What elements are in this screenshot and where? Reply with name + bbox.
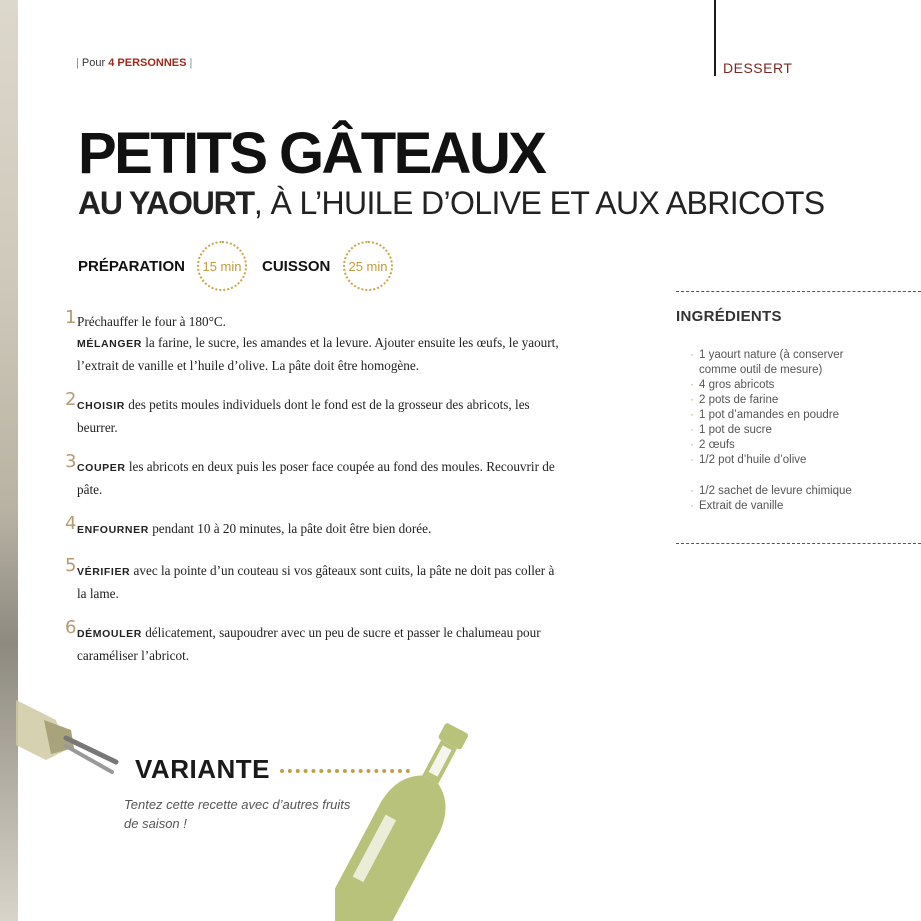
step-body: délicatement, saupoudrer avec un peu de sucre et passer le chalumeau pour caraméliser l’abricot. xyxy=(77,625,541,663)
step-number: 2 xyxy=(65,389,77,410)
step-3 xyxy=(77,456,567,500)
ingredients-bottom-rule xyxy=(676,543,921,544)
step-keyword: ENFOURNER xyxy=(77,524,149,536)
servings-line: | Pour 4 PERSONNES | xyxy=(76,57,193,69)
subtitle-rest: , À L’HUILE D’OLIVE ET AUX ABRICOTS xyxy=(253,185,825,221)
step-body: les abricots en deux puis les poser face coupée au fond des moules. Recouvrir de pâte. xyxy=(77,459,555,497)
section-label: DESSERT xyxy=(723,60,793,76)
step-keyword: VÉRIFIER xyxy=(77,566,131,578)
step-number: 4 xyxy=(65,513,77,534)
ingredient-item: · 1 pot d’amandes en poudre xyxy=(690,408,843,423)
prep-time: 15 min xyxy=(202,258,242,274)
ingredient-item: · 2 œufs xyxy=(690,438,843,453)
cook-time: 25 min xyxy=(348,258,388,274)
subtitle-bold: AU YAOURT xyxy=(78,185,254,221)
step-keyword: DÉMOULER xyxy=(77,628,142,640)
ingredients-top-rule xyxy=(676,291,921,292)
ingredients-title: INGRÉDIENTS xyxy=(676,308,782,325)
servings-count: 4 PERSONNES xyxy=(108,57,187,69)
cook-label: CUISSON xyxy=(262,258,331,275)
ingredient-item: · 1/2 sachet de levure chimique xyxy=(690,484,852,499)
step-number: 5 xyxy=(65,555,77,576)
step-keyword: MÉLANGER xyxy=(77,338,142,350)
section-divider xyxy=(714,0,716,76)
variante-text: Tentez cette recette avec d’autres fruits de saison ! xyxy=(124,797,351,831)
prep-time-badge xyxy=(197,241,247,291)
ingredient-item: · 1/2 pot d’huile d’olive xyxy=(690,453,843,468)
step-1 xyxy=(77,311,567,376)
ingredient-item: · Extrait de vanille xyxy=(690,499,852,514)
step-number: 1 xyxy=(65,307,77,328)
ingredients-list-extra xyxy=(690,484,852,514)
recipe-subtitle xyxy=(78,185,825,222)
ingredient-item: · 4 gros abricots xyxy=(690,378,843,393)
step-body: la farine, le sucre, les amandes et la levure. Ajouter ensuite les œufs, le yaourt, l’extrait de vanille et l’huile d’olive. La pâte doit être homogène. xyxy=(77,335,559,373)
prep-label: PRÉPARATION xyxy=(78,258,185,275)
step-body: des petits moules individuels dont le fond est de la grosseur des abricots, les beurrer. xyxy=(77,397,530,435)
photo-edge-strip xyxy=(0,0,18,921)
ingredient-item: · 1 pot de sucre xyxy=(690,423,843,438)
ingredient-item-continuation: comme outil de mesure) xyxy=(699,364,823,376)
step-4 xyxy=(77,518,567,541)
olive-oil-bottle-illustration xyxy=(335,715,475,921)
variante-title: VARIANTE xyxy=(135,754,270,784)
step-body: pendant 10 à 20 minutes, la pâte doit être bien dorée. xyxy=(148,521,432,536)
step-keyword: COUPER xyxy=(77,462,126,474)
ingredient-item: · 2 pots de farine xyxy=(690,393,843,408)
ingredient-item: · 1 yaourt nature (à conserver xyxy=(690,348,843,363)
cook-time-badge xyxy=(343,241,393,291)
servings-prefix: Pour xyxy=(81,57,106,69)
olive-oil-pourer-illustration xyxy=(16,690,126,780)
ingredients-list xyxy=(690,348,843,468)
step-6 xyxy=(77,622,567,666)
step-2 xyxy=(77,394,567,438)
step-keyword: CHOISIR xyxy=(77,400,125,412)
step-5 xyxy=(77,560,567,604)
step-number: 3 xyxy=(65,451,77,472)
recipe-title: PETITS GÂTEAUX xyxy=(78,121,545,186)
step-intro: Préchauffer le four à 180°C. xyxy=(77,314,226,329)
step-number: 6 xyxy=(65,617,77,638)
step-body: avec la pointe d’un couteau si vos gâteaux sont cuits, la pâte ne doit pas coller à la lame. xyxy=(77,563,555,601)
